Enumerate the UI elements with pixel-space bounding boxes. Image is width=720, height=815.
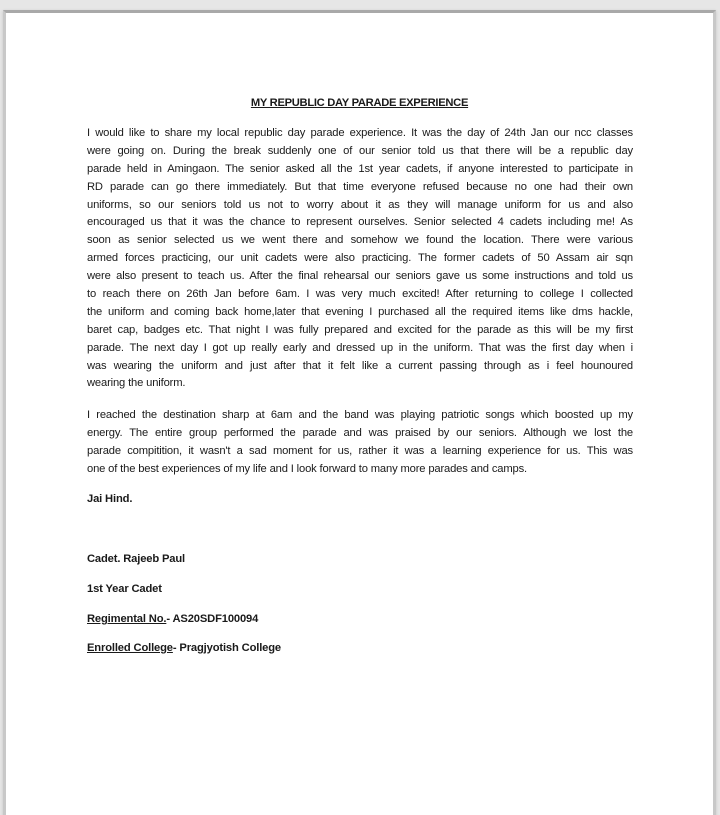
text-line: I reached the destination sharp at 6am and the band was playing patriotic songs which boosted up my <box>87 409 633 421</box>
text-line: soon as senior selected us we went there and somehow we found the location. There were various <box>87 234 633 247</box>
text-line: were also present to teach us. After the final rehearsal our seniors gave us some instructions and told us <box>87 270 633 283</box>
paragraph-1 <box>87 125 633 393</box>
document-page <box>3 10 716 815</box>
closing-salutation: Jai Hind. <box>87 493 133 505</box>
text-line: uniforms, so our seniors told us not to worry about it as they will manage uniform for us and also <box>87 198 633 211</box>
text-line: I would like to share my local republic day parade experience. It was the day of 24th Jan our ncc classes <box>87 127 633 139</box>
text-line: baret cap, badges etc. That night I was fully prepared and excited for the parade as this will be my first <box>87 323 633 336</box>
text-line: wearing the uniform. <box>87 377 186 390</box>
text-line: was wearing the uniform and just after that it felt like a current passing through as i feel hounoured <box>87 359 633 372</box>
regimental-number <box>87 610 258 628</box>
signature-name: Cadet. Rajeeb Paul <box>87 553 186 565</box>
text-line: the uniform and coming back home,later that evening I purchased all the required items like dms hackle, <box>87 305 633 318</box>
regimental-number-value: - AS20SDF100094 <box>166 613 259 625</box>
text-line: parade compitition, it wasn't a sad moment for us, rather it was a learning experience for us. This was <box>87 444 633 457</box>
enrolled-college-value: - Pragjyotish College <box>172 642 281 654</box>
document-title: MY REPUBLIC DAY PARADE EXPERIENCE <box>250 97 469 109</box>
regimental-number-label: Regimental No. <box>87 613 167 625</box>
signature-year: 1st Year Cadet <box>87 583 162 595</box>
enrolled-college <box>87 639 281 657</box>
text-line: RD parade can go there immediately. But that time everyone refused because no one had their own <box>87 180 633 193</box>
text-line: energy. The entire group performed the parade and was praised by our seniors. Although we lost the <box>87 426 633 439</box>
text-line: parade held in Amingaon. The senior asked all the 1st year cadets, if anyone interested to participate in <box>87 162 633 175</box>
text-line: encouraged us that it was the chance to represent ourselves. Senior selected 4 cadets including me! As <box>87 216 633 229</box>
text-line: to reach there on 26th Jan before 6am. I was very much excited! After returning to college I collected <box>87 288 633 301</box>
text-line: one of the best experiences of my life and I look forward to many more parades and camps. <box>87 462 527 475</box>
text-line: were going on. During the break suddenly one of our senior told us that there will be a republic day <box>87 144 633 157</box>
text-line: armed forces practicing, our unit cadets were also practicing. The former cadets of 50 Assam air sqn <box>87 252 633 265</box>
text-line: parade. The next day I got up really early and dressed up in the uniform. That was the first day when i <box>87 341 633 354</box>
enrolled-college-label: Enrolled College <box>87 642 173 654</box>
paragraph-2 <box>87 407 633 479</box>
